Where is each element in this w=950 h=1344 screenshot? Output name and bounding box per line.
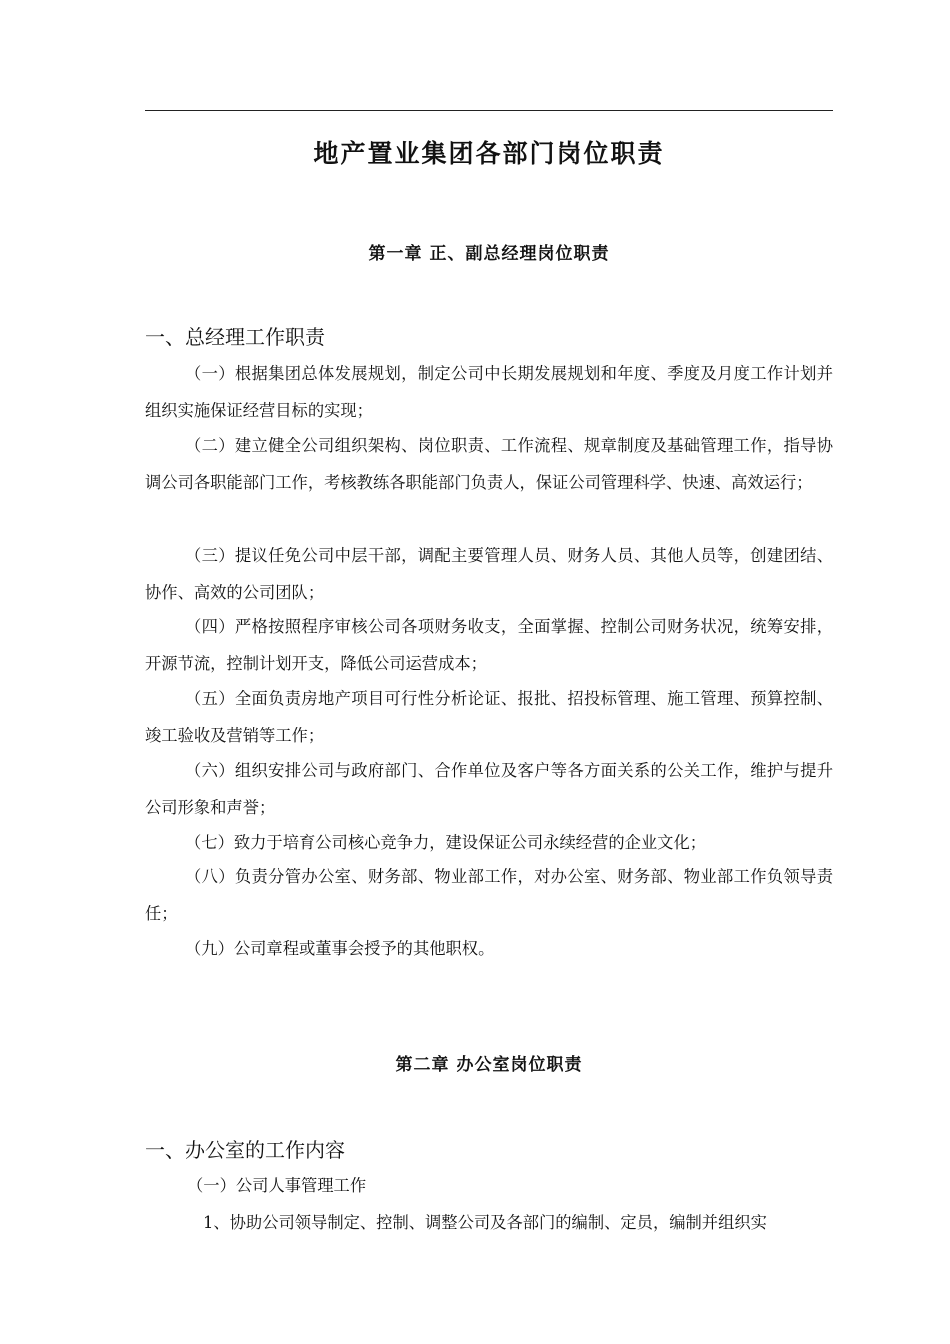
section-2-heading: 一、办公室的工作内容	[145, 1138, 345, 1162]
duty-item-3: （三）提议任免公司中层干部，调配主要管理人员、财务人员、其他人员等，创建团结、协作、高效的公司团队；	[145, 546, 833, 602]
document-title: 地产置业集团各部门岗位职责	[313, 139, 665, 168]
duty-item-6: （六）组织安排公司与政府部门、合作单位及客户等各方面关系的公关工作，维护与提升公司形象和声誉；	[145, 761, 833, 817]
chapter-2-heading: 第二章 办公室岗位职责	[395, 1055, 583, 1075]
duty-item-2: （二）建立健全公司组织架构、岗位职责、工作流程、规章制度及基础管理工作，指导协调公司各职能部门工作，考核教练各职能部门负责人，保证公司管理科学、快速、高效运行；	[145, 436, 833, 492]
duty-item-9: （九）公司章程或董事会授予的其他职权。	[185, 939, 495, 958]
duty-item-7: （七）致力于培育公司核心竞争力，建设保证公司永续经营的企业文化；	[185, 833, 707, 852]
duty-item-4: （四）严格按照程序审核公司各项财务收支，全面掌握、控制公司财务状况，统筹安排，开源节流，控制计划开支，降低公司运营成本；	[145, 617, 833, 673]
duty-item-5: （五）全面负责房地产项目可行性分析论证、报批、招投标管理、施工管理、预算控制、竣工验收及营销等工作；	[145, 689, 833, 745]
subsection-heading: （一）公司人事管理工作	[187, 1176, 367, 1195]
section-1-heading: 一、总经理工作职责	[145, 325, 325, 349]
duty-item-1: （一）根据集团总体发展规划，制定公司中长期发展规划和年度、季度及月度工作计划并组织实施保证经营目标的实现；	[145, 364, 833, 420]
chapter-1-heading: 第一章 正、副总经理岗位职责	[368, 244, 610, 264]
duty-item-8: （八）负责分管办公室、财务部、物业部工作，对办公室、财务部、物业部工作负领导责任；	[145, 867, 833, 923]
header-rule	[145, 110, 833, 111]
subsection-item-1: 1、协助公司领导制定、控制、调整公司及各部门的编制、定员，编制并组织实	[203, 1213, 767, 1232]
